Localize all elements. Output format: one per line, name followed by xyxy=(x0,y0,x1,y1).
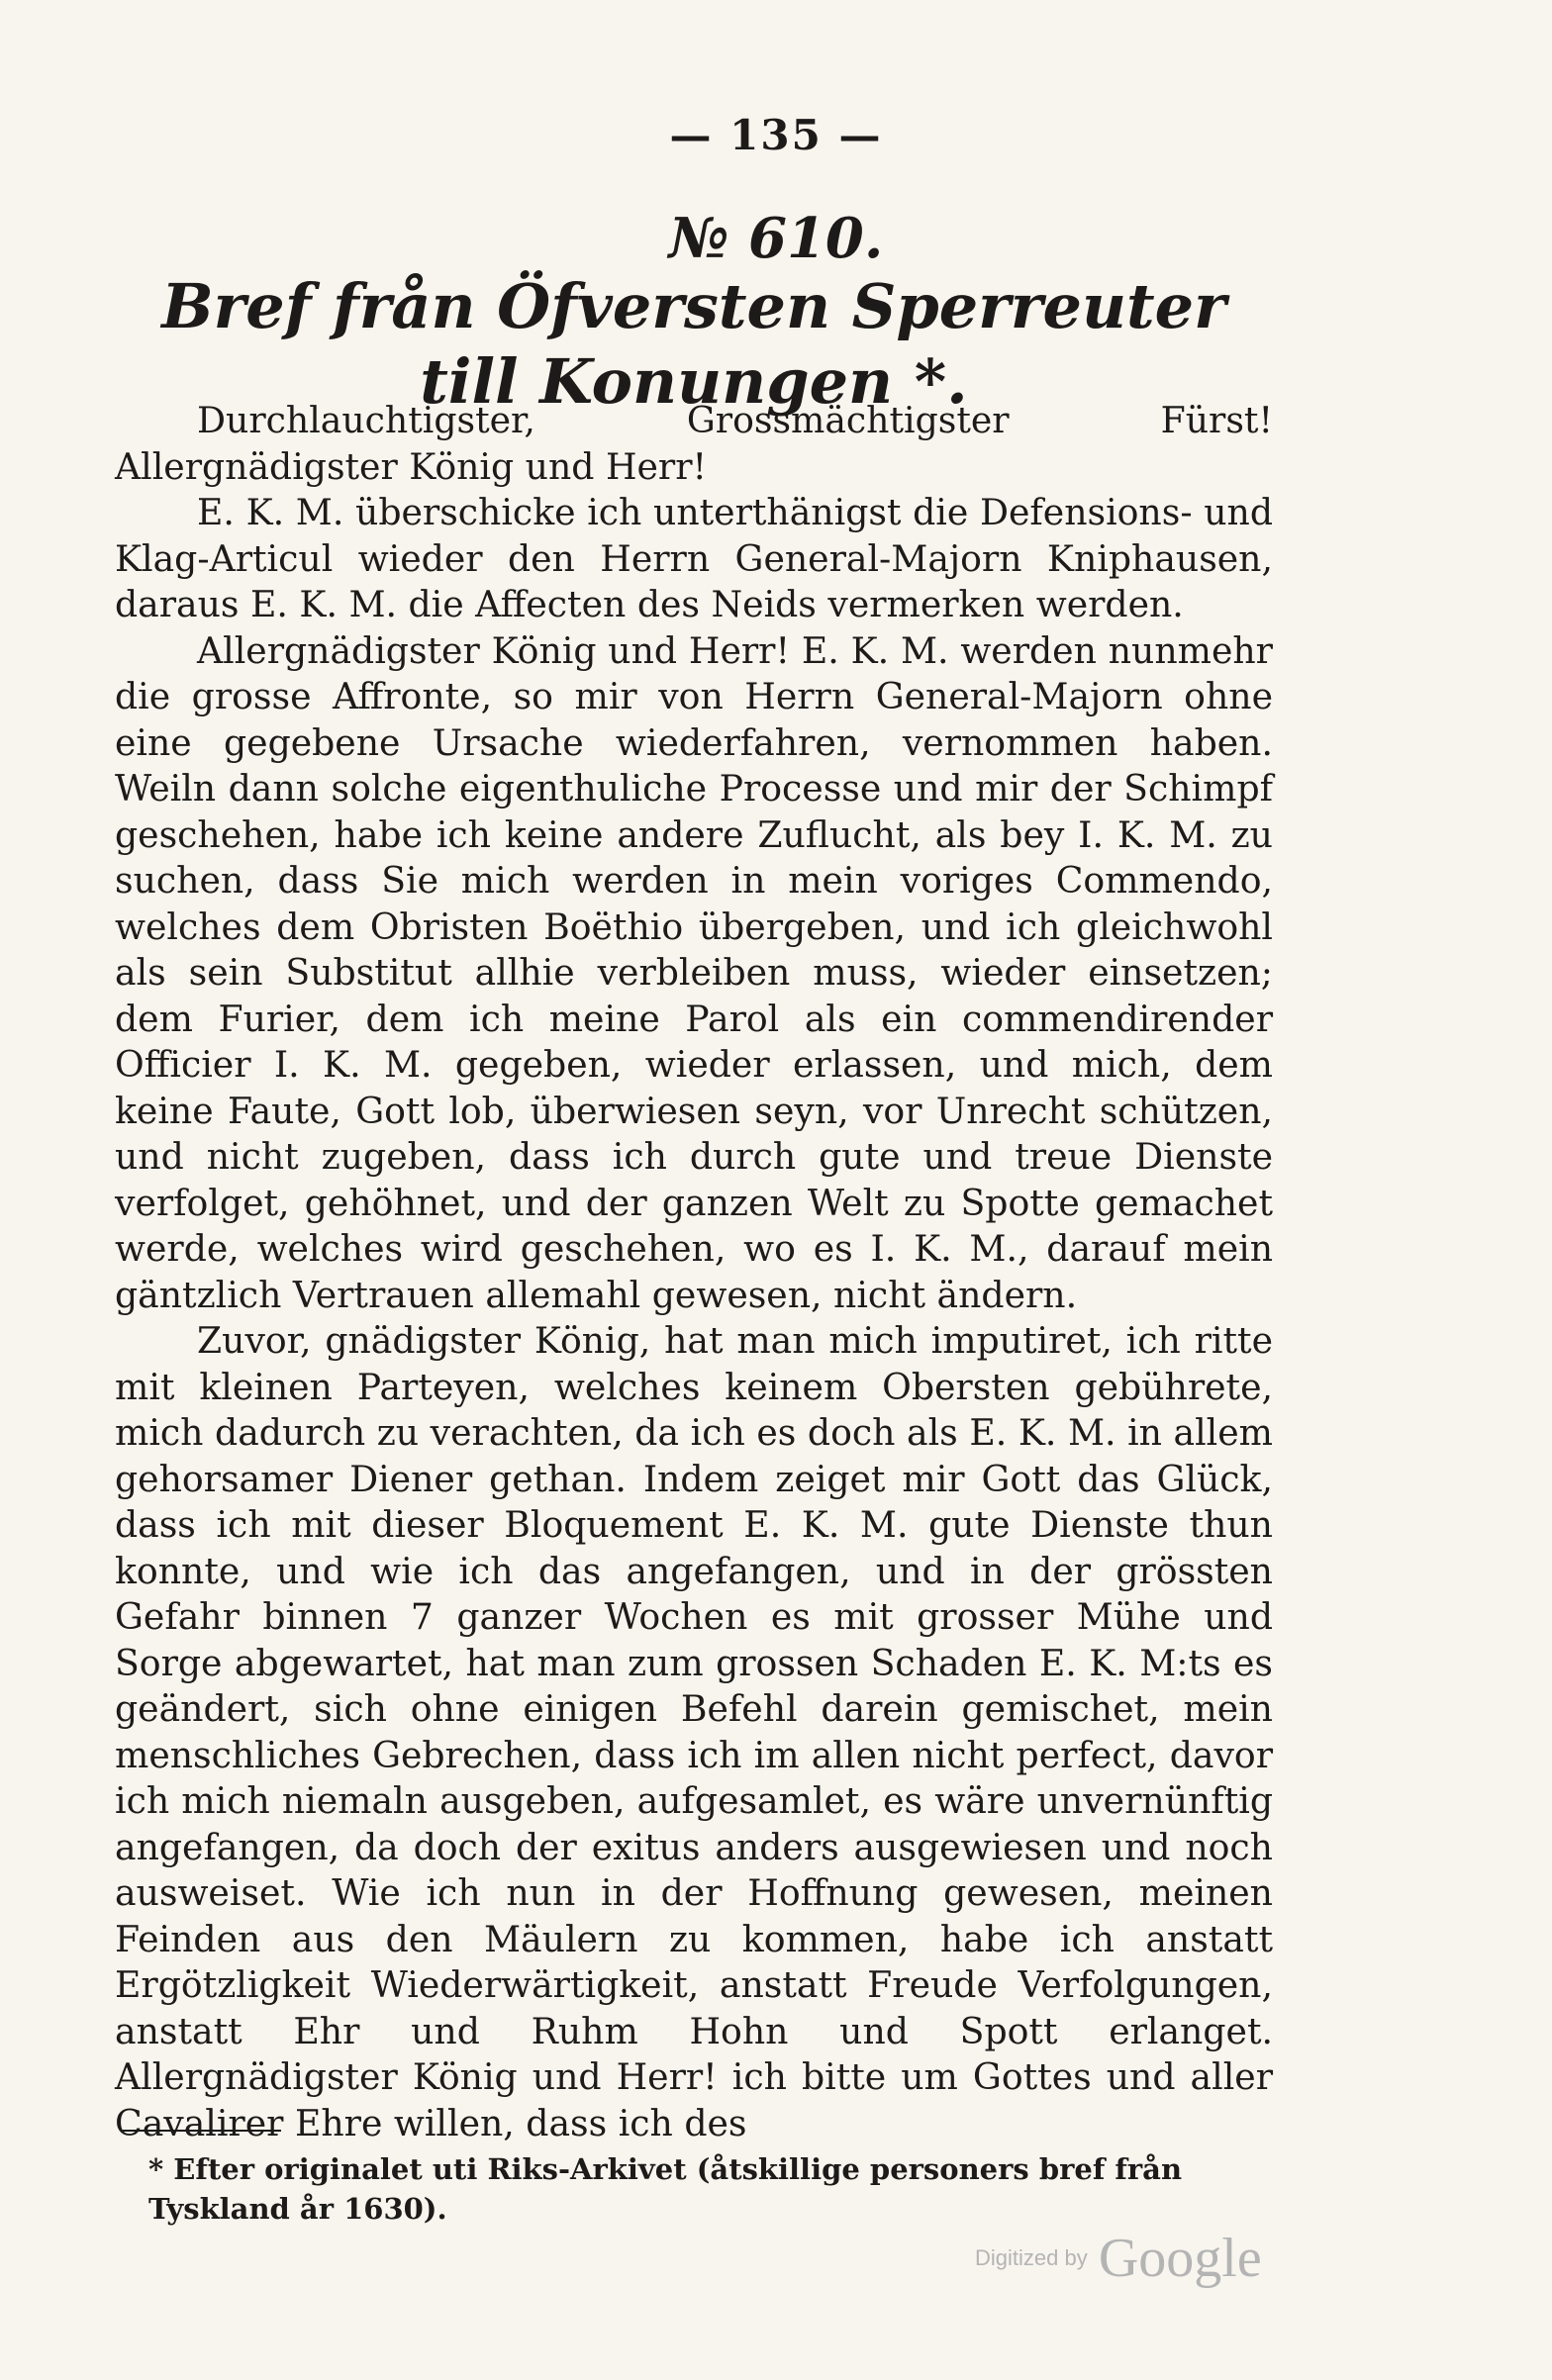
body-paragraph: Allergnädigster König und Herr! E. K. M. werden nunmehr die grosse Affronte, so mir von Herrn General-Majorn ohne eine gegebene Ursache wiederfahren, vernommen haben. Weiln dann solche eigenthuliche Processe und mir der Schimpf geschehen, habe ich keine andere Zuflucht, als bey I. K. M. zu suchen, dass Sie mich werden in mein voriges Commendo, welches dem Obristen Boëthio übergeben, und ich gleichwohl als sein Substitut allhie verbleiben muss, wieder einsetzen; dem Furier, dem ich meine Parol als ein commendirender Officier I. K. M. gegeben, wieder erlassen, und mich, dem keine Faute, Gott lob, überwiesen seyn, vor Unrecht schützen, und nicht zugeben, dass ich durch gute und treue Dienste verfolget, gehöhnet, und der ganzen Welt zu Spotte gemachet werde, welches wird geschehen, wo es I. K. M., darauf mein gäntzlich Vertrauen allemahl gewesen, nicht ändern. xyxy=(115,628,1273,1316)
salutation-paragraph: Durchlauchtigster, Grossmächtigster Fürst! Allergnädigster König und Herr! xyxy=(115,399,1273,488)
footnote-marker: * xyxy=(148,2152,164,2186)
body-paragraph: E. K. M. überschicke ich unterthänigst die Defensions- und Klag-Articul wieder den Herrn General-Majorn Kniphausen, daraus E. K. M. die Affecten des Neids vermerken werden. xyxy=(115,491,1273,625)
watermark-brand: Google xyxy=(1098,2228,1262,2289)
watermark-prefix: Digitized by xyxy=(975,2245,1088,2270)
footnote-divider xyxy=(123,2130,281,2132)
document-number: № 610. xyxy=(668,206,884,271)
footnote xyxy=(148,2149,1272,2229)
page-number: — 135 — xyxy=(669,111,883,159)
document-title: Bref från Öfversten Sperreuter till Konungen *. xyxy=(161,270,1226,418)
letter-body xyxy=(115,398,1273,2146)
body-paragraph: Zuvor, gnädigster König, hat man mich imputiret, ich ritte mit kleinen Parteyen, welches keinem Obersten gebührete, mich dadurch zu verachten, da ich es doch als E. K. M. in allem gehorsamer Diener gethan. Indem zeiget mir Gott das Glück, dass ich mit dieser Bloquement E. K. M. gute Dienste thun konnte, und wie ich das angefangen, und in der grössten Gefahr binnen 7 ganzer Wochen es mit grosser Mühe und Sorge abgewartet, hat man zum grossen Schaden E. K. M:ts es geändert, sich ohne einigen Befehl darein gemischet, mein menschliches Gebrechen, dass ich im allen nicht perfect, davor ich mich niemaln ausgeben, aufgesamlet, es wäre unvernünftig angefangen, da doch der exitus anders ausgewiesen und noch ausweiset. Wie ich nun in der Hoffnung gewesen, meinen Feinden aus den Mäulern zu kommen, habe ich anstatt Ergötzligkeit Wiederwärtigkeit, anstatt Freude Verfolgungen, anstatt Ehr und Ruhm Hohn und Spott erlanget. Allergnädigster König und Herr! ich bitte um Gottes und aller Cavalirer Ehre willen, dass ich des xyxy=(115,1319,1273,2144)
footnote-text: Efter originalet uti Riks-Arkivet (åtskillige personers bref från Tyskland år 1630). xyxy=(148,2152,1183,2226)
digitized-watermark xyxy=(975,2227,1282,2296)
